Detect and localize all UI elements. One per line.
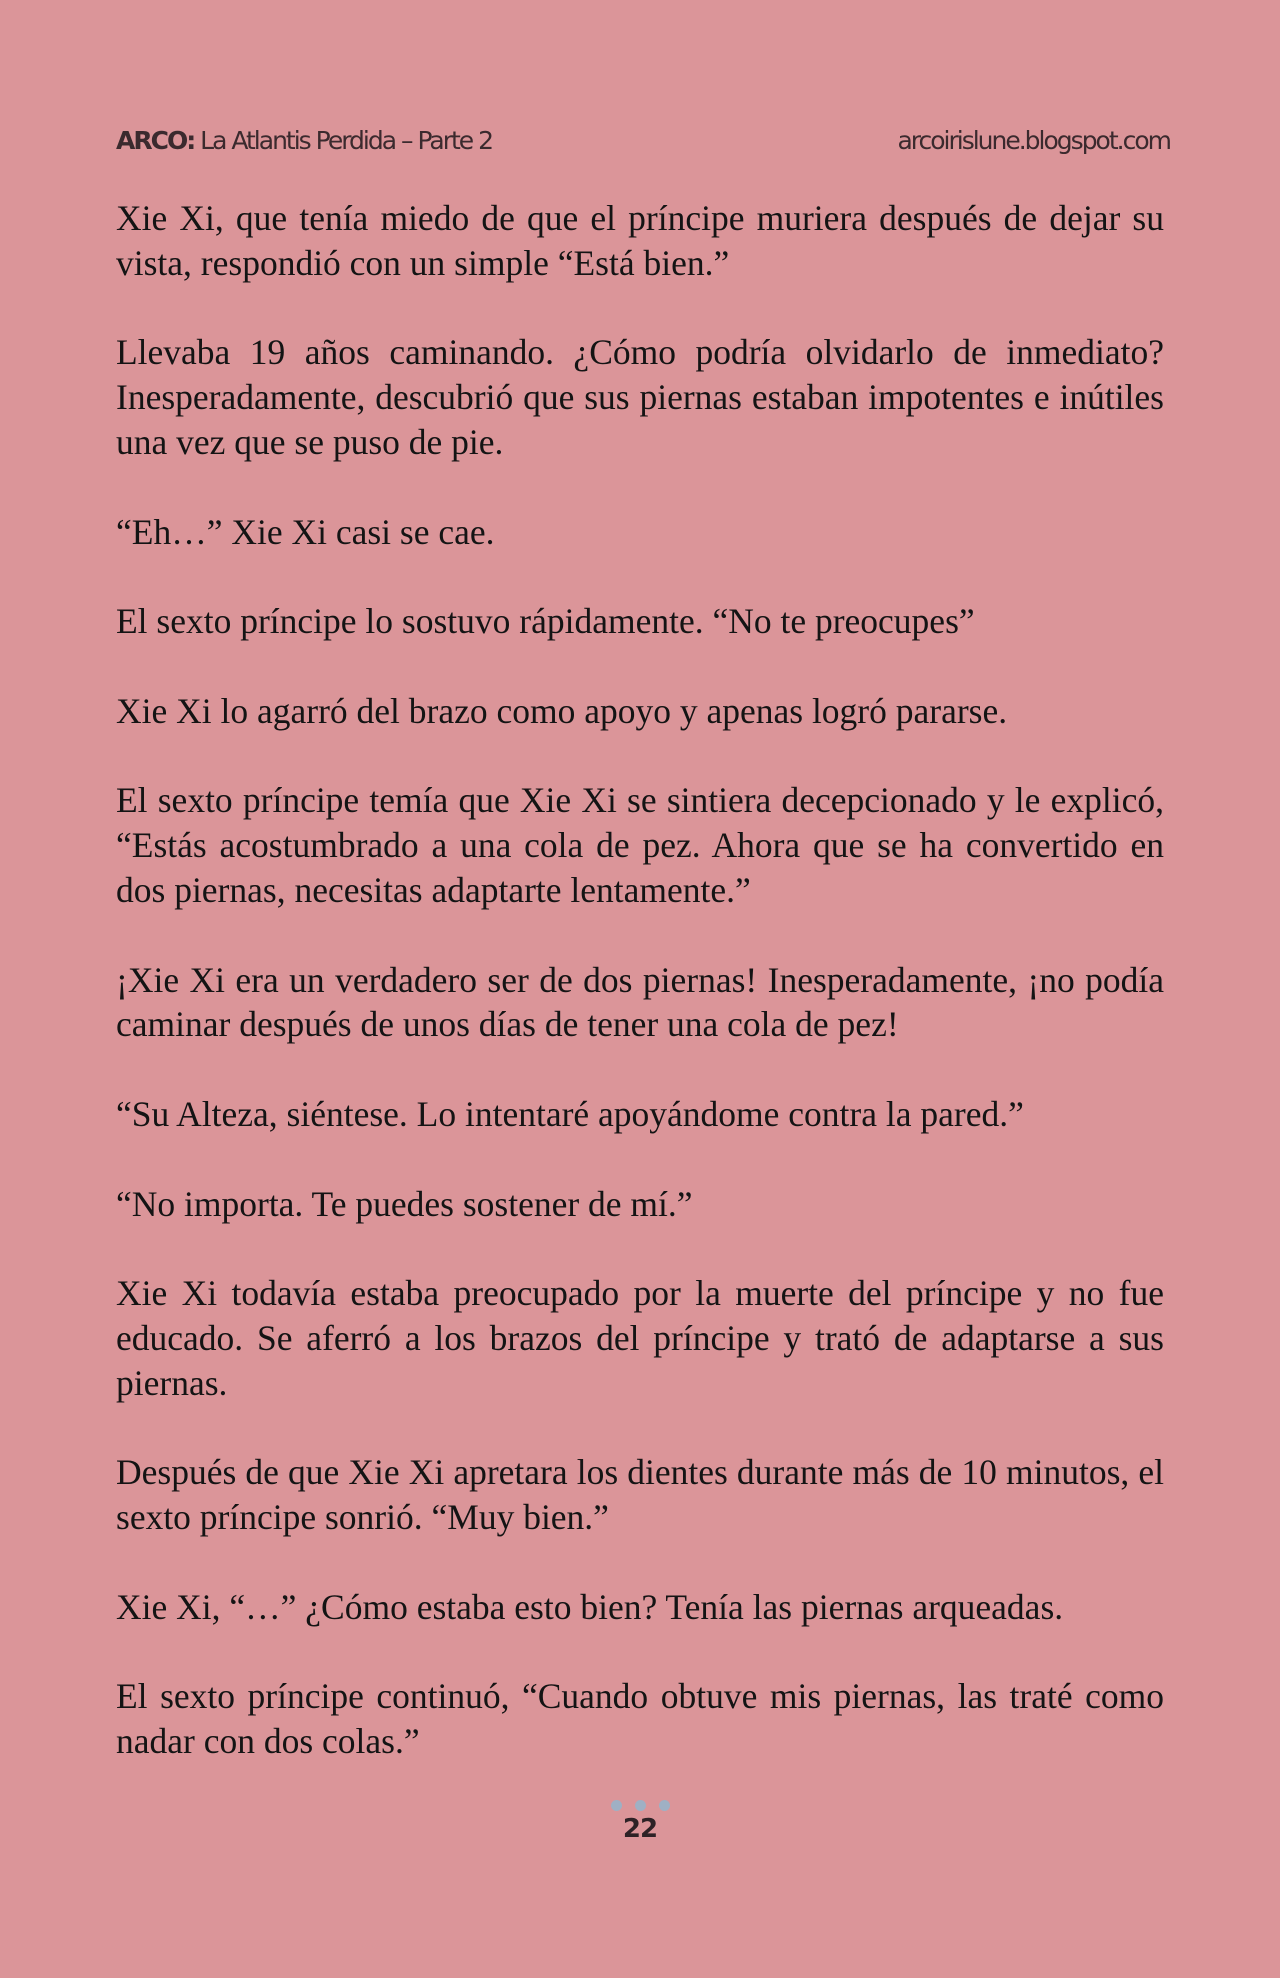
page-number: 22 xyxy=(622,1814,658,1844)
dot-icon xyxy=(611,1800,622,1811)
paragraph: El sexto príncipe temía que Xie Xi se sintiera decepcionado y le explicó, “Estás acostumbrado a una cola de pez. Ahora que se ha convertido en dos piernas, necesitas adaptarte lentamente.” xyxy=(116,780,1164,910)
paragraph: Xie Xi lo agarró del brazo como apoyo y apenas logró pararse. xyxy=(116,690,1008,731)
paragraph: Xie Xi todavía estaba preocupado por la muerte del príncipe y no fue educado. Se aferró a los brazos del príncipe y trató de adaptarse a sus piernas. xyxy=(116,1273,1164,1403)
paragraph: Xie Xi, “…” ¿Cómo estaba esto bien? Tenía las piernas arqueadas. xyxy=(116,1586,1064,1627)
paragraph: Después de que Xie Xi apretara los dientes durante más de 10 minutos, el sexto príncipe sonrió. “Muy bien.” xyxy=(116,1452,1164,1538)
paragraph: “Eh…” Xie Xi casi se cae. xyxy=(116,511,495,552)
series-title-text: La Atlantis Perdida – Parte 2 xyxy=(194,125,493,155)
series-title xyxy=(116,126,492,155)
ellipsis-dots-icon xyxy=(0,1800,1280,1812)
dot-icon xyxy=(635,1800,646,1811)
blog-url: arcoirislune.blogspot.com xyxy=(897,125,1170,155)
body-text xyxy=(116,196,1164,1809)
paragraph: El sexto príncipe lo sostuvo rápidamente. “No te preocupes” xyxy=(116,601,975,642)
paragraph: ¡Xie Xi era un verdadero ser de dos piernas! Inesperadamente, ¡no podía caminar después de unos días de tener una cola de pez! xyxy=(116,959,1164,1045)
paragraph: El sexto príncipe continuó, “Cuando obtuve mis piernas, las traté como nadar con dos colas.” xyxy=(116,1676,1164,1762)
page-footer xyxy=(0,1800,1280,1844)
page-header xyxy=(116,120,1170,160)
dot-icon xyxy=(659,1800,670,1811)
paragraph: Llevaba 19 años caminando. ¿Cómo podría olvidarlo de inmediato? Inesperadamente, descubrió que sus piernas estaban impotentes e inútiles una vez que se puso de pie. xyxy=(116,332,1164,462)
paragraph: “Su Alteza, siéntese. Lo intentaré apoyándome contra la pared.” xyxy=(116,1093,1024,1134)
series-title-bold: ARCO: xyxy=(116,125,195,155)
paragraph: Xie Xi, que tenía miedo de que el príncipe muriera después de dejar su vista, respondió con un simple “Está bien.” xyxy=(116,198,1164,283)
paragraph: “No importa. Te puedes sostener de mí.” xyxy=(116,1183,693,1224)
